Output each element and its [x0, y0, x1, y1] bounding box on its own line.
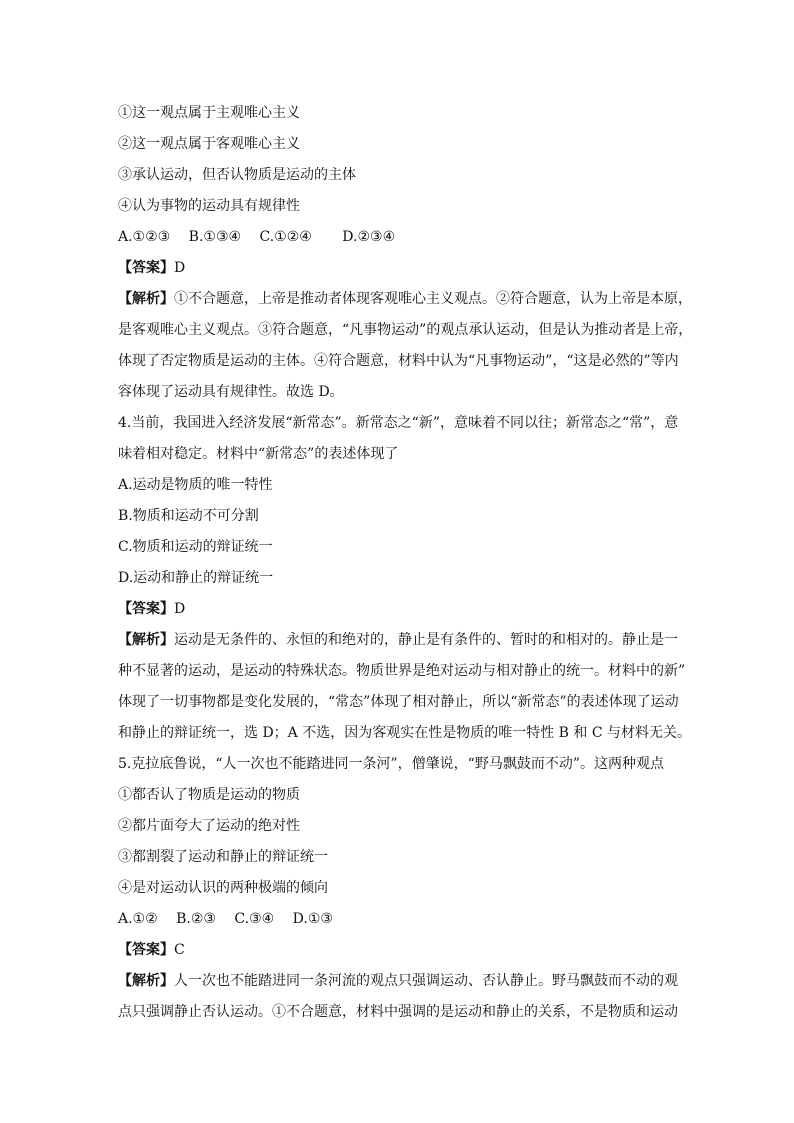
q5-option-4: ④是对运动认识的两种极端的倾向 [118, 880, 328, 896]
answer-label: 【答案】 [118, 260, 174, 276]
q4-option-b: B.物质和运动不可分割 [118, 508, 259, 524]
q3-choice-c: C.①②④ [259, 229, 312, 245]
q4-option-c: C.物质和运动的辩证统一 [118, 539, 273, 555]
answer-value: C [174, 942, 185, 958]
q3-option-1: ①这一观点属于主观唯心主义 [118, 105, 300, 121]
q3-option-2: ②这一观点属于客观唯心主义 [118, 136, 300, 152]
document-page [118, 98, 693, 1028]
analysis-line: 和静止的辩证统一，选 D；A 不选，因为客观实在性是物质的唯一特性 B 和 C 与材料无关。 [118, 725, 692, 741]
q5-answer [118, 935, 678, 966]
answer-label: 【答案】 [118, 942, 174, 958]
analysis-line: 体现了否定物质是运动的主体。④符合题意，材料中认为“凡事物运动”，“这是必然的”等内 [118, 353, 679, 369]
analysis-line: 体现了一切事物都是变化发展的，“常态”体现了相对静止，所以“新常态”的表述体现了运动 [118, 694, 679, 710]
q4-option-d: D.运动和静止的辩证统一 [118, 570, 274, 586]
q4-stem [118, 408, 678, 470]
analysis-line: 人一次也不能踏进同一条河流的观点只强调运动、否认静止。野马飘鼓而不动的观 [174, 973, 678, 989]
q4-option-a: A.运动是物质的唯一特性 [118, 477, 273, 493]
q4-answer [118, 594, 678, 625]
analysis-line: 种不显著的运动，是运动的特殊状态。物质世界是绝对运动与相对静止的统一。材料中的新” [118, 663, 686, 679]
q3-choice-b: B.①③④ [188, 229, 242, 245]
q5-option-2: ②都片面夸大了运动的绝对性 [118, 818, 300, 834]
analysis-line: ①不合题意，上帝是推动者体现客观唯心主义观点。②符合题意，认为上帝是本原， [174, 291, 692, 307]
q5-choice-b: B.②③ [176, 911, 216, 927]
analysis-label: 【解析】 [118, 632, 174, 648]
q3-option-4: ④认为事物的运动具有规律性 [118, 198, 300, 214]
q5-choice-c: C.③④ [234, 911, 275, 927]
answer-value: D [174, 260, 186, 276]
q5-analysis [118, 966, 678, 1028]
analysis-label: 【解析】 [118, 291, 174, 307]
q3-choice-d: D.②③④ [342, 229, 396, 245]
answer-value: D [174, 601, 186, 617]
q5-option-3: ③都割裂了运动和静止的辩证统一 [118, 849, 328, 865]
q3-choices [118, 222, 678, 253]
q5-choice-a: A.①② [118, 911, 158, 927]
answer-label: 【答案】 [118, 601, 174, 617]
q5-choice-d: D.①③ [292, 911, 333, 927]
stem-line: 4.当前，我国进入经济发展“新常态”。新常态之“新”，意味着不同以往；新常态之“常”，意 [118, 415, 679, 431]
q4-analysis [118, 625, 692, 749]
analysis-label: 【解析】 [118, 973, 174, 989]
q3-choice-a: A.①②③ [118, 229, 171, 245]
analysis-line: 是客观唯心主义观点。③符合题意，“凡事物运动”的观点承认运动，但是认为推动者是上帝， [118, 322, 693, 338]
stem-line: 味着相对稳定。材料中“新常态”的表述体现了 [118, 446, 399, 462]
analysis-line: 容体现了运动具有规律性。故选 D。 [118, 384, 344, 400]
analysis-line: 点只强调静止否认运动。①不合题意，材料中强调的是运动和静止的关系，不是物质和运动 [118, 1004, 678, 1020]
analysis-line: 运动是无条件的、永恒的和绝对的，静止是有条件的、暂时的和相对的。静止是一 [174, 632, 678, 648]
q5-option-1: ①都否认了物质是运动的物质 [118, 787, 300, 803]
q3-analysis [118, 284, 693, 408]
q5-choices [118, 904, 678, 935]
q5-stem: 5.克拉底鲁说，“人一次也不能踏进同一条河”，僧肇说，“野马飘鼓而不动”。这两种观点 [118, 756, 664, 772]
q3-answer [118, 253, 678, 284]
q3-option-3: ③承认运动，但否认物质是运动的主体 [118, 167, 356, 183]
